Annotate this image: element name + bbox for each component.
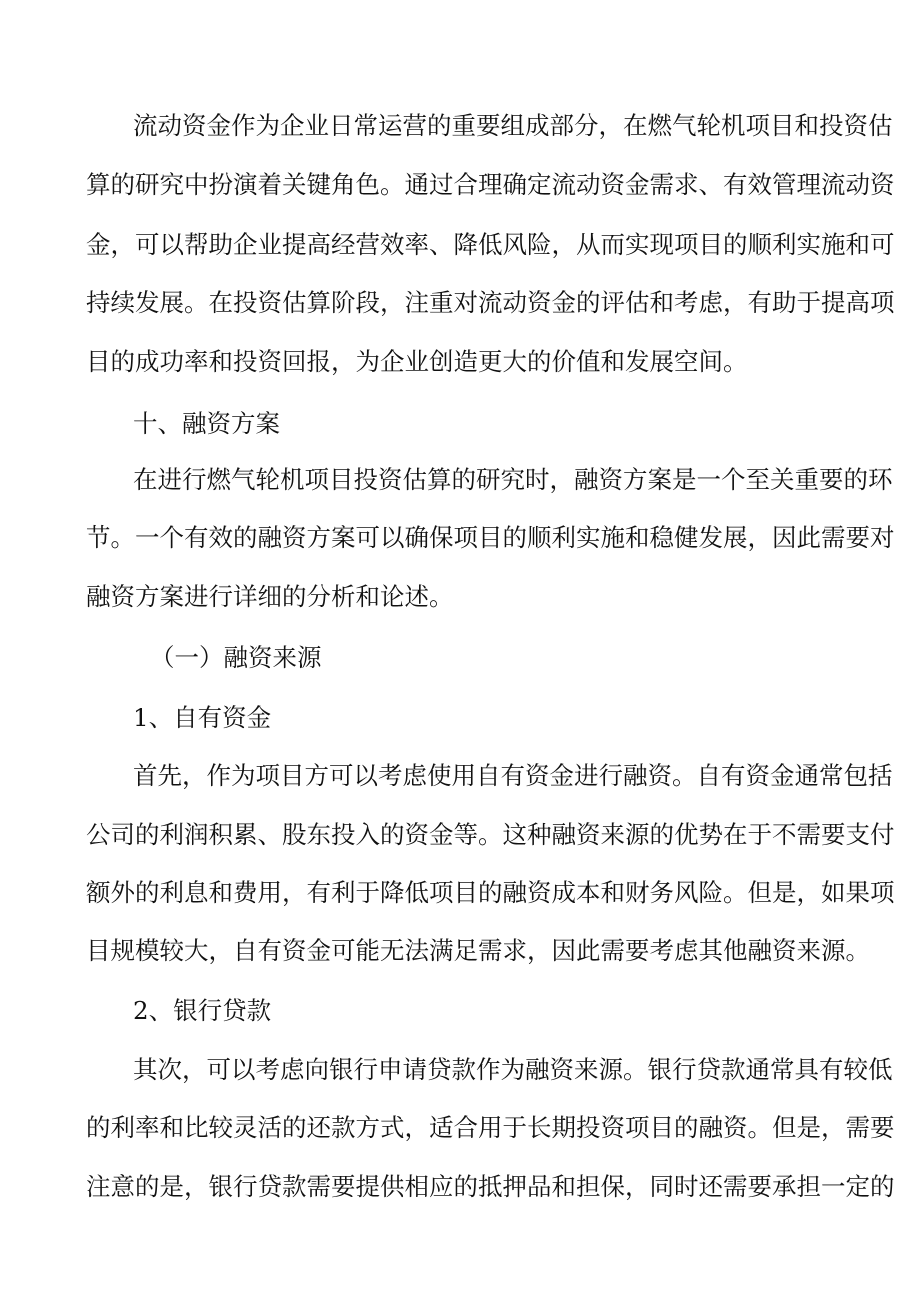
section-heading: 十、融资方案 [133, 409, 280, 438]
paragraph-line: 注意的是，银行贷款需要提供相应的抵押品和担保，同时还需要承担一定的 [86, 1172, 895, 1201]
paragraph-line: 算的研究中扮演着关键角色。通过合理确定流动资金需求、有效管理流动资 [86, 170, 895, 199]
subsection-heading: （一）融资来源 [150, 643, 322, 672]
paragraph-line: 的利率和比较灵活的还款方式，适合用于长期投资项目的融资。但是，需要 [86, 1113, 895, 1142]
paragraph-line: 目的成功率和投资回报，为企业创造更大的价值和发展空间。 [86, 347, 748, 376]
paragraph-line: 金，可以帮助企业提高经营效率、降低风险，从而实现项目的顺利实施和可 [86, 230, 895, 259]
item-heading: 2、银行贷款 [133, 996, 272, 1025]
paragraph-line: 流动资金作为企业日常运营的重要组成部分，在燃气轮机项目和投资估 [133, 111, 893, 140]
paragraph-line: 在进行燃气轮机项目投资估算的研究时，融资方案是一个至关重要的环 [133, 465, 893, 494]
paragraph-line: 节。一个有效的融资方案可以确保项目的顺利实施和稳健发展，因此需要对 [86, 523, 895, 552]
paragraph-line: 公司的利润积累、股东投入的资金等。这种融资来源的优势在于不需要支付 [86, 820, 895, 849]
paragraph-line: 持续发展。在投资估算阶段，注重对流动资金的评估和考虑，有助于提高项 [86, 288, 895, 317]
paragraph-line: 其次，可以考虑向银行申请贷款作为融资来源。银行贷款通常具有较低 [133, 1055, 893, 1084]
paragraph-line: 额外的利息和费用，有利于降低项目的融资成本和财务风险。但是，如果项 [86, 878, 895, 907]
item-heading: 1、自有资金 [133, 703, 272, 732]
paragraph-line: 目规模较大，自有资金可能无法满足需求，因此需要考虑其他融资来源。 [86, 936, 870, 965]
paragraph-line: 首先，作为项目方可以考虑使用自有资金进行融资。自有资金通常包括 [133, 761, 893, 790]
paragraph-line: 融资方案进行详细的分析和论述。 [86, 582, 454, 611]
